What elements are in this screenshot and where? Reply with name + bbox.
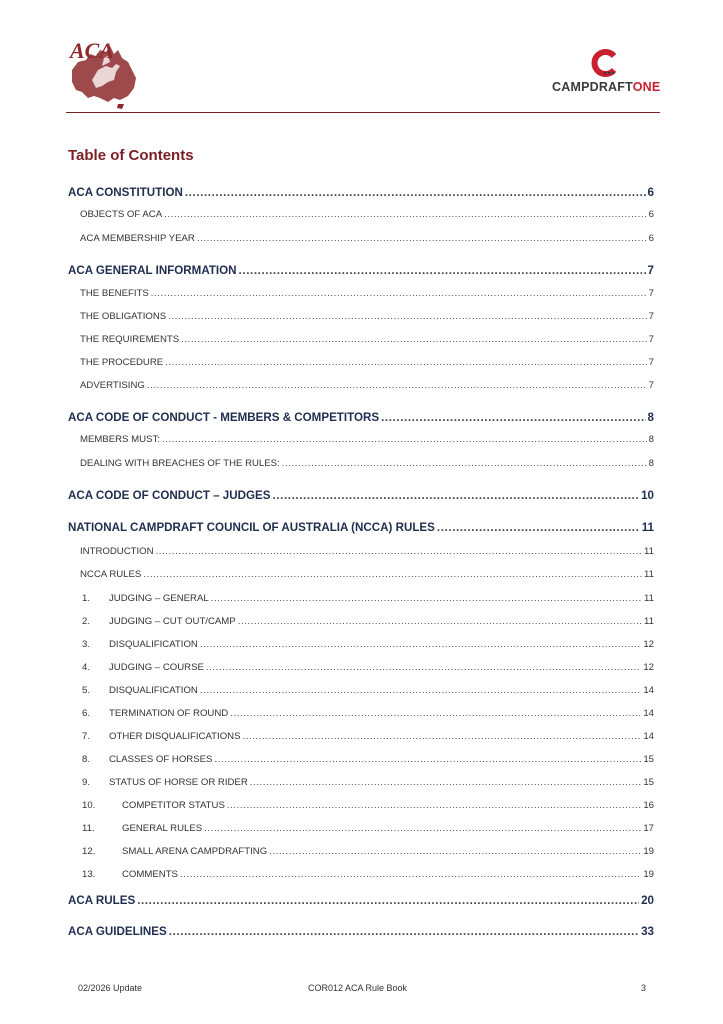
- toc-entry-title: OTHER DISQUALIFICATIONS: [109, 731, 241, 742]
- toc-entry-number: 2.: [82, 616, 91, 627]
- toc-dot-leader: [151, 288, 647, 299]
- toc-entry-title: THE OBLIGATIONS: [80, 311, 167, 322]
- toc-entry-page: 14: [643, 708, 654, 719]
- toc-entry-page: 12: [643, 662, 654, 673]
- toc-entry-title: ACA RULES: [68, 894, 136, 907]
- toc-entry-title: COMMENTS: [122, 869, 178, 880]
- toc-dot-leader: [156, 546, 642, 557]
- toc-section-entry[interactable]: [68, 521, 654, 534]
- toc-entry-number: 5.: [82, 685, 91, 696]
- toc-dot-leader: [169, 925, 639, 938]
- toc-entry-number: 9.: [82, 777, 91, 788]
- toc-subsection-entry[interactable]: [68, 846, 654, 857]
- toc-entry-number: 10.: [82, 800, 96, 811]
- toc-entry-title: ACA CODE OF CONDUCT – JUDGES: [68, 489, 271, 502]
- toc-title: Table of Contents: [68, 147, 194, 164]
- toc-entry-title: JUDGING – COURSE: [109, 662, 204, 673]
- toc-entry-title: THE REQUIREMENTS: [80, 334, 180, 345]
- toc-dot-leader: [180, 869, 641, 880]
- toc-subsection-entry[interactable]: [68, 334, 654, 345]
- toc-entry-title: INTRODUCTION: [80, 546, 154, 557]
- footer-update-date: 02/2026 Update: [78, 983, 143, 993]
- toc-entry-title: NCCA RULES: [80, 569, 142, 580]
- toc-entry-title: JUDGING – GENERAL: [109, 593, 209, 604]
- toc-dot-leader: [211, 593, 642, 604]
- toc-entry-number: 11.: [82, 823, 95, 834]
- toc-dot-leader: [230, 708, 641, 719]
- toc-dot-leader: [200, 639, 641, 650]
- toc-subsection-entry[interactable]: [68, 233, 654, 244]
- toc-entry-page: 10: [641, 489, 654, 502]
- toc-section-entry[interactable]: [68, 489, 654, 502]
- toc-subsection-entry[interactable]: [68, 569, 654, 580]
- toc-dot-leader: [242, 731, 641, 742]
- toc-subsection-entry[interactable]: [68, 434, 654, 445]
- toc-entry-page: 16: [643, 800, 654, 811]
- toc-subsection-entry[interactable]: [68, 616, 654, 627]
- toc-dot-leader: [197, 233, 647, 244]
- toc-entry-title: CLASSES OF HORSES: [109, 754, 213, 765]
- toc-entry-number: 8.: [82, 754, 91, 765]
- aca-logo: [66, 36, 142, 110]
- toc-subsection-entry[interactable]: [68, 311, 654, 322]
- toc-dot-leader: [181, 334, 647, 345]
- toc-dot-leader: [168, 311, 646, 322]
- toc-dot-leader: [147, 380, 647, 391]
- toc-entry-page: 33: [641, 925, 654, 938]
- toc-subsection-entry[interactable]: [68, 754, 654, 765]
- toc-entry-title: ACA CONSTITUTION: [68, 186, 183, 199]
- toc-entry-page: 20: [641, 894, 654, 907]
- toc-subsection-entry[interactable]: [68, 593, 654, 604]
- toc-subsection-entry[interactable]: [68, 662, 654, 673]
- toc-entry-page: 11: [644, 593, 654, 604]
- toc-entry-title: SMALL ARENA CAMPDRAFTING: [122, 846, 268, 857]
- campdraftone-logo: [552, 48, 661, 104]
- toc-entry-page: 11: [644, 616, 654, 627]
- toc-subsection-entry[interactable]: [68, 380, 654, 391]
- toc-dot-leader: [227, 800, 641, 811]
- toc-entry-title: OBJECTS OF ACA: [80, 209, 163, 220]
- toc-subsection-entry[interactable]: [68, 458, 654, 469]
- toc-section-entry[interactable]: [68, 411, 654, 424]
- campdraftone-wordmark: CAMPDRAFTONE: [552, 80, 661, 94]
- toc-subsection-entry[interactable]: [68, 823, 654, 834]
- toc-dot-leader: [137, 894, 639, 907]
- toc-entry-page: 7: [647, 264, 654, 277]
- toc-dot-leader: [206, 662, 641, 673]
- header-divider: [66, 112, 660, 113]
- toc-section-entry[interactable]: [68, 186, 654, 199]
- toc-entry-page: 7: [648, 380, 654, 391]
- toc-dot-leader: [272, 489, 639, 502]
- toc-entry-page: 11: [644, 546, 654, 557]
- page-header: [0, 0, 723, 120]
- toc-dot-leader: [282, 458, 647, 469]
- toc-subsection-entry[interactable]: [68, 288, 654, 299]
- toc-entry-number: 4.: [82, 662, 91, 673]
- toc-entry-title: MEMBERS MUST:: [80, 434, 160, 445]
- toc-entry-page: 8: [648, 458, 654, 469]
- toc-entry-page: 15: [643, 754, 654, 765]
- toc-entry-title: JUDGING – CUT OUT/CAMP: [109, 616, 236, 627]
- toc-dot-leader: [204, 823, 641, 834]
- svg-text:ACA: ACA: [70, 38, 115, 63]
- footer-document-title: COR012 ACA Rule Book: [308, 983, 408, 993]
- toc-subsection-entry[interactable]: [68, 546, 654, 557]
- toc-entry-title: NATIONAL CAMPDRAFT COUNCIL OF AUSTRALIA (NCCA) RULES: [68, 521, 435, 534]
- toc-dot-leader: [269, 846, 641, 857]
- toc-entry-number: 6.: [82, 708, 91, 719]
- toc-entry-title: DISQUALIFICATION: [109, 685, 198, 696]
- toc-subsection-entry[interactable]: [68, 777, 654, 788]
- toc-dot-leader: [200, 685, 641, 696]
- toc-dot-leader: [437, 521, 640, 534]
- toc-entry-page: 19: [643, 869, 654, 880]
- toc-entry-page: 6: [647, 186, 654, 199]
- toc-entry-number: 13.: [82, 869, 96, 880]
- toc-entry-number: 3.: [82, 639, 91, 650]
- toc-entry-title: THE BENEFITS: [80, 288, 149, 299]
- toc-dot-leader: [165, 357, 647, 368]
- toc-entry-title: ACA CODE OF CONDUCT - MEMBERS & COMPETITORS: [68, 411, 380, 424]
- toc-dot-leader: [381, 411, 645, 424]
- toc-entry-page: 15: [643, 777, 654, 788]
- toc-dot-leader: [185, 186, 646, 199]
- toc-entry-title: GENERAL RULES: [122, 823, 203, 834]
- toc-entry-page: 8: [647, 411, 654, 424]
- toc-entry-page: 11: [644, 569, 654, 580]
- toc-subsection-entry[interactable]: [68, 357, 654, 368]
- toc-dot-leader: [164, 209, 647, 220]
- toc-entry-page: 17: [643, 823, 654, 834]
- campdraftone-emblem-icon: [590, 48, 620, 78]
- toc-entry-title: COMPETITOR STATUS: [122, 800, 225, 811]
- toc-section-entry[interactable]: [68, 894, 654, 907]
- toc-subsection-entry[interactable]: [68, 708, 654, 719]
- toc-subsection-entry[interactable]: [68, 731, 654, 742]
- toc-dot-leader: [238, 616, 642, 627]
- toc-subsection-entry[interactable]: [68, 800, 654, 811]
- toc-entry-page: 11: [641, 521, 654, 534]
- toc-entry-title: THE PROCEDURE: [80, 357, 164, 368]
- toc-entry-page: 14: [643, 685, 654, 696]
- toc-entry-title: STATUS OF HORSE OR RIDER: [109, 777, 248, 788]
- toc-entry-title: DEALING WITH BREACHES OF THE RULES:: [80, 458, 280, 469]
- toc-dot-leader: [214, 754, 641, 765]
- toc-entry-page: 14: [643, 731, 654, 742]
- toc-section-entry[interactable]: [68, 264, 654, 277]
- footer-page-number: 3: [641, 983, 647, 993]
- toc-subsection-entry[interactable]: [68, 685, 654, 696]
- toc-dot-leader: [143, 569, 642, 580]
- toc-dot-leader: [162, 434, 647, 445]
- toc-section-entry[interactable]: [68, 925, 654, 938]
- toc-entry-page: 7: [648, 288, 654, 299]
- toc-entry-title: ADVERTISING: [80, 380, 145, 391]
- toc-entry-number: 1.: [82, 593, 91, 604]
- toc-entry-page: 19: [643, 846, 654, 857]
- toc-entry-page: 12: [643, 639, 654, 650]
- toc-entry-page: 7: [648, 334, 654, 345]
- toc-entry-page: 6: [648, 233, 654, 244]
- toc-entry-title: TERMINATION OF ROUND: [109, 708, 229, 719]
- toc-subsection-entry[interactable]: [68, 209, 654, 220]
- toc-entry-page: 6: [648, 209, 654, 220]
- toc-entry-page: 7: [648, 357, 654, 368]
- toc-entry-title: DISQUALIFICATION: [109, 639, 198, 650]
- toc-dot-leader: [239, 264, 646, 277]
- toc-entry-number: 12.: [82, 846, 96, 857]
- toc-entry-title: ACA GUIDELINES: [68, 925, 167, 938]
- toc-entry-title: ACA MEMBERSHIP YEAR: [80, 233, 195, 244]
- toc-entry-number: 7.: [82, 731, 91, 742]
- toc-entry-page: 7: [648, 311, 654, 322]
- toc-dot-leader: [250, 777, 642, 788]
- toc-entry-page: 8: [648, 434, 654, 445]
- toc-entry-title: ACA GENERAL INFORMATION: [68, 264, 237, 277]
- toc-subsection-entry[interactable]: [68, 639, 654, 650]
- toc-subsection-entry[interactable]: [68, 869, 654, 880]
